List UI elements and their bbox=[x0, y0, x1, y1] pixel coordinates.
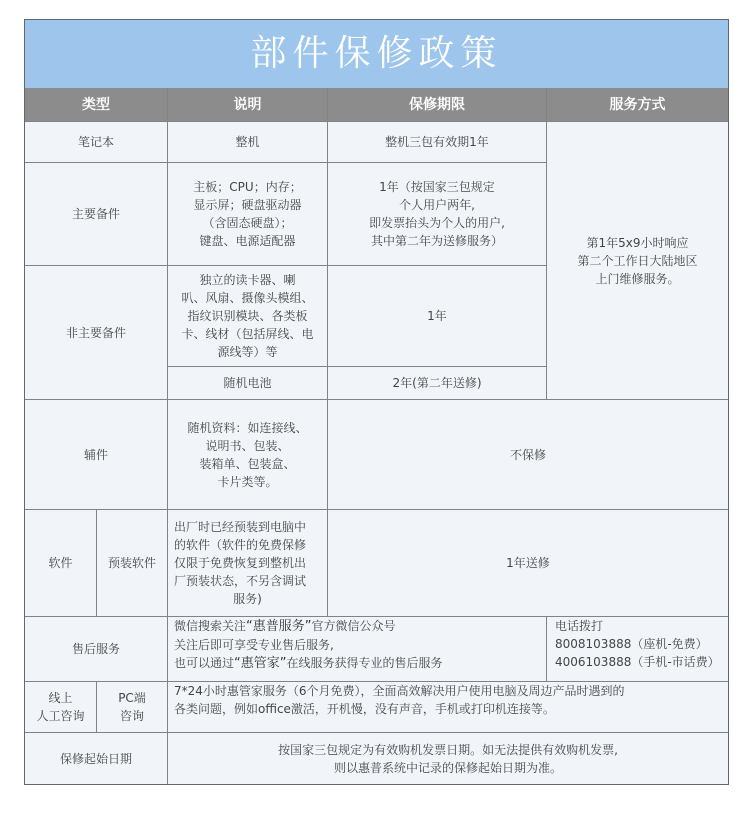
warranty-table bbox=[25, 88, 728, 784]
subtype-preinstalled: 预装软件 bbox=[97, 510, 168, 617]
desc-line: 主板；CPU；内存； bbox=[193, 180, 302, 194]
desc-software bbox=[168, 510, 328, 617]
header-service: 服务方式 bbox=[547, 88, 728, 122]
after-sales-line-2: 关注后即可享受专业售后服务, bbox=[174, 638, 334, 652]
desc-battery: 随机电池 bbox=[168, 367, 328, 400]
desc-accessories bbox=[168, 400, 328, 510]
desc-line: 服务) bbox=[233, 592, 262, 606]
desc-main-parts bbox=[168, 163, 328, 266]
desc-line: 随机资料：如连接线、 bbox=[187, 420, 308, 435]
desc-line: 的软件（软件的免费保修 bbox=[174, 538, 307, 552]
type-start-date: 保修起始日期 bbox=[25, 733, 168, 784]
desc-line: 指纹识别模块、各类板 bbox=[187, 309, 308, 323]
service-mode bbox=[547, 122, 728, 400]
desc-after-sales bbox=[168, 617, 547, 682]
type-notebook: 笔记本 bbox=[25, 122, 168, 163]
type-line: 人工咨询 bbox=[36, 709, 85, 723]
text: 也可以通过 bbox=[174, 656, 235, 670]
period-battery: 2年(第二年送修) bbox=[328, 367, 547, 400]
subtype-line: PC端 bbox=[118, 691, 146, 705]
desc-line: 仅限于免费恢复到整机出 bbox=[174, 556, 307, 570]
text: 官方微信公众号 bbox=[311, 619, 396, 633]
type-software: 软件 bbox=[25, 510, 97, 617]
desc-notebook: 整机 bbox=[168, 122, 328, 163]
header-period: 保修期限 bbox=[328, 88, 547, 122]
type-main-parts: 主要备件 bbox=[25, 163, 168, 266]
desc-line: 厂预装状态，不另含调试 bbox=[174, 574, 307, 588]
desc-minor-parts bbox=[168, 266, 328, 367]
phone-mobile[interactable]: 4006103888（手机-市话费） bbox=[555, 655, 720, 669]
period-accessories: 不保修 bbox=[328, 400, 728, 510]
desc-line: 叭、风扇、摄像头模组、 bbox=[181, 291, 314, 305]
period-line: 1年（按国家三包规定 bbox=[379, 180, 495, 194]
type-minor-parts: 非主要备件 bbox=[25, 266, 168, 400]
wechat-account-name: “惠普服务” bbox=[246, 619, 312, 634]
period-minor-parts: 1年 bbox=[328, 266, 547, 367]
service-mode-line: 上门维修服务。 bbox=[595, 271, 680, 286]
period-line: 其中第二年为送修服务） bbox=[370, 234, 503, 248]
service-mode-line: 第二个工作日大陆地区 bbox=[577, 253, 698, 268]
desc-line: 各类问题，例如office激活，开机慢，没有声音，手机或打印机连接等。 bbox=[174, 702, 555, 716]
after-sales-line-3 bbox=[174, 654, 443, 673]
desc-line: 出厂时已经预装到电脑中 bbox=[174, 520, 307, 534]
type-accessories: 辅件 bbox=[25, 400, 168, 510]
subtype-pc bbox=[97, 682, 168, 733]
page-title: 部件保修政策 bbox=[25, 20, 728, 88]
desc-online bbox=[168, 682, 728, 733]
desc-line: 按国家三包规定为有效购机发票日期。如无法提供有效购机发票, bbox=[278, 742, 618, 757]
desc-line: 说明书、包装、 bbox=[205, 438, 290, 453]
period-line: 个人用户两年, bbox=[399, 198, 475, 212]
warranty-policy-panel bbox=[24, 19, 729, 785]
header-desc: 说明 bbox=[168, 88, 328, 122]
desc-line: 装箱单、包装盒、 bbox=[199, 456, 296, 471]
phone-landline[interactable]: 8008103888（座机-免费） bbox=[555, 637, 708, 651]
desc-line: 7*24小时惠管家服务（6个月免费），全面高效解决用户使用电脑及周边产品时遇到的 bbox=[174, 684, 625, 698]
service-mode-line: 第1年5x9小时响应 bbox=[586, 235, 689, 250]
type-after-sales: 售后服务 bbox=[25, 617, 168, 682]
desc-line: 独立的读卡器、喇 bbox=[199, 273, 296, 287]
phone-contact bbox=[547, 617, 728, 682]
period-line: 即发票抬头为个人的用户, bbox=[369, 216, 505, 230]
period-main-parts bbox=[328, 163, 547, 266]
desc-line: （含固态硬盘）； bbox=[202, 216, 293, 230]
desc-line: 则以惠普系统中记录的保修起始日期为准。 bbox=[333, 760, 562, 775]
period-software: 1年送修 bbox=[328, 510, 728, 617]
desc-line: 显示屏；硬盘驱动器 bbox=[193, 198, 302, 212]
type-line: 线上 bbox=[48, 691, 73, 705]
desc-start-date bbox=[168, 733, 728, 784]
phone-title: 电话拨打 bbox=[555, 619, 604, 633]
desc-line: 卡片类等。 bbox=[217, 474, 278, 489]
desc-line: 源线等）等 bbox=[217, 345, 278, 359]
type-online bbox=[25, 682, 97, 733]
period-notebook: 整机三包有效期1年 bbox=[328, 122, 547, 163]
text: 在线服务获得专业的售后服务 bbox=[286, 656, 443, 670]
service-app-name: “惠管家” bbox=[234, 656, 287, 671]
text: 微信搜索关注 bbox=[174, 619, 247, 633]
subtype-line: 咨询 bbox=[119, 709, 144, 723]
after-sales-line-1 bbox=[174, 617, 396, 636]
desc-line: 卡、线材（包括屏线、电 bbox=[181, 327, 314, 341]
header-type: 类型 bbox=[25, 88, 168, 122]
desc-line: 键盘、电源适配器 bbox=[199, 234, 296, 248]
